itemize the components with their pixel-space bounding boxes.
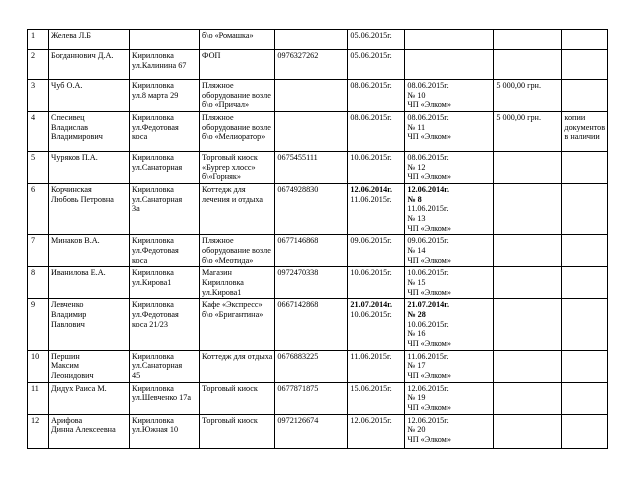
- address-cell-line: Кирилловка: [132, 81, 174, 90]
- address-cell-line: Кирилловка: [132, 415, 174, 425]
- object-cell-line: ул.Кирова1: [202, 287, 242, 297]
- address-cell-line: ул.Федотовая: [132, 246, 179, 256]
- permit-cell: [405, 50, 494, 80]
- name-cell-line: Корчинская: [51, 185, 92, 195]
- object-cell: [200, 112, 275, 152]
- applied-date-cell: [348, 267, 405, 299]
- permit-cell-line: ЧП «Элком»: [407, 255, 451, 265]
- applied-date-cell: [348, 299, 405, 350]
- applied-date-cell-line: 12.06.2015г.: [350, 415, 392, 425]
- note-cell-line: копии: [564, 113, 586, 123]
- permit-cell-line: № 17: [407, 361, 426, 371]
- applied-date-cell: [348, 30, 405, 50]
- amount-cell: [494, 414, 562, 448]
- permit-cell-line: № 28: [407, 310, 426, 320]
- row-number-cell: 2: [28, 50, 49, 80]
- address-cell-line: Кирилловка: [132, 300, 174, 310]
- note-cell: [562, 184, 608, 235]
- name-cell: [49, 350, 130, 382]
- note-cell: [562, 414, 608, 448]
- permit-cell-line: ЧП «Элком»: [407, 403, 451, 413]
- address-cell-line: Кирилловка: [132, 383, 174, 393]
- address-cell-line: ул.Калинина 67: [132, 60, 187, 70]
- permit-cell-line: ЧП «Элком»: [407, 371, 451, 381]
- address-cell: [130, 184, 200, 235]
- address-cell-line: Кирилловка: [132, 113, 174, 123]
- permit-cell-line: 08.06.2015г.: [407, 81, 449, 90]
- address-cell-line: Кирилловка: [132, 351, 174, 361]
- permit-cell-line: 09.06.2015г.: [407, 236, 449, 246]
- permit-cell-line: 12.06.2014г.: [407, 185, 450, 195]
- address-cell: [130, 267, 200, 299]
- permit-cell-line: № 13: [407, 214, 426, 224]
- phone-cell: 0972470338: [275, 267, 348, 299]
- object-cell: [200, 184, 275, 235]
- name-cell-line: Максим: [51, 361, 79, 371]
- amount-cell: [494, 50, 562, 80]
- permit-cell-line: 11.06.2015г.: [407, 351, 449, 361]
- phone-cell: 0675455111: [275, 152, 348, 184]
- permit-cell-line: № 11: [407, 122, 426, 132]
- name-cell-line: Владислав: [51, 122, 88, 132]
- row-number-cell: 1: [28, 30, 49, 50]
- name-cell: [49, 112, 130, 152]
- name-cell-line: Минаков В.А.: [51, 236, 100, 246]
- address-cell: [130, 414, 200, 448]
- address-cell-line: Кирилловка: [132, 236, 174, 246]
- applied-date-cell-line: 05.06.2015г.: [350, 51, 392, 60]
- name-cell: [49, 414, 130, 448]
- name-cell-line: Владимирович: [51, 132, 103, 142]
- name-cell: [49, 382, 130, 414]
- object-cell: [200, 299, 275, 350]
- phone-cell: 0677871875: [275, 382, 348, 414]
- name-cell: [49, 267, 130, 299]
- phone-cell: [275, 30, 348, 50]
- address-cell: [130, 50, 200, 80]
- name-cell-line: Павлович: [51, 319, 85, 329]
- table-row: [28, 80, 608, 112]
- object-cell-line: Коттедж для: [202, 185, 246, 195]
- note-cell: [562, 152, 608, 184]
- applied-date-cell-line: 11.06.2015г.: [350, 194, 392, 204]
- address-cell: [130, 152, 200, 184]
- address-cell: [130, 350, 200, 382]
- object-cell-line: б\о «Ромашка»: [202, 31, 254, 40]
- applied-date-cell-line: 21.07.2014г.: [350, 300, 393, 310]
- permit-cell: [405, 30, 494, 50]
- object-cell: [200, 152, 275, 184]
- row-number-cell: 8: [28, 267, 49, 299]
- object-cell-line: Кафе «Экспресс»: [202, 300, 263, 310]
- permit-cell-line: № 10: [407, 90, 426, 100]
- note-cell: [562, 30, 608, 50]
- permit-cell-line: № 12: [407, 162, 426, 172]
- permit-cell: [405, 299, 494, 350]
- name-cell: [49, 184, 130, 235]
- permit-cell: [405, 80, 494, 112]
- name-cell-line: Дидух Раиса М.: [51, 383, 107, 393]
- permit-cell-line: 11.06.2015г.: [407, 204, 449, 214]
- amount-cell: [494, 267, 562, 299]
- address-cell-line: ул.Шевченко 17а: [132, 393, 191, 403]
- applied-date-cell: [348, 235, 405, 267]
- amount-cell: [494, 184, 562, 235]
- table-row: [28, 235, 608, 267]
- object-cell: [200, 235, 275, 267]
- applied-date-cell: [348, 152, 405, 184]
- object-cell-line: Коттедж для отдыха: [202, 351, 273, 361]
- name-cell-line: Владимир: [51, 310, 87, 320]
- row-number-cell: 12: [28, 414, 49, 448]
- note-cell: [562, 382, 608, 414]
- address-cell-line: коса: [132, 132, 148, 142]
- permit-cell: [405, 382, 494, 414]
- permit-cell: [405, 414, 494, 448]
- address-cell-line: Кирилловка: [132, 51, 174, 60]
- address-cell-line: Кирилловка: [132, 268, 174, 278]
- address-cell-line: Кирилловка: [132, 153, 174, 163]
- name-cell-line: Арифова: [51, 415, 83, 425]
- name-cell: [49, 235, 130, 267]
- applied-date-cell-line: 08.06.2015г.: [350, 81, 392, 90]
- address-cell-line: коса 21/23: [132, 319, 168, 329]
- permit-cell: [405, 184, 494, 235]
- amount-cell: [494, 152, 562, 184]
- address-cell: [130, 235, 200, 267]
- table-row: [28, 350, 608, 382]
- object-cell: [200, 50, 275, 80]
- permit-cell-line: № 16: [407, 329, 426, 339]
- name-cell-line: Леонидович: [51, 371, 94, 381]
- applied-date-cell-line: 09.06.2015г.: [350, 236, 392, 246]
- row-number-cell: 10: [28, 350, 49, 382]
- address-cell: [130, 30, 200, 50]
- applied-date-cell: [348, 184, 405, 235]
- address-cell: [130, 80, 200, 112]
- note-cell: [562, 50, 608, 80]
- address-cell-line: ул.Санаторная: [132, 194, 183, 204]
- permit-cell-line: 12.06.2015г.: [407, 415, 449, 425]
- name-cell: [49, 152, 130, 184]
- permit-cell: [405, 152, 494, 184]
- object-cell: [200, 30, 275, 50]
- object-cell-line: Торговый киоск: [202, 415, 258, 425]
- object-cell: [200, 382, 275, 414]
- object-cell-line: Пляжное: [202, 81, 234, 90]
- object-cell-line: Торговый киоск: [202, 153, 258, 163]
- permit-cell-line: № 8: [407, 194, 422, 204]
- permit-cell-line: № 15: [407, 278, 426, 288]
- note-cell: [562, 299, 608, 350]
- applied-date-cell: [348, 382, 405, 414]
- note-cell: [562, 267, 608, 299]
- phone-cell: 0674928830: [275, 184, 348, 235]
- amount-cell: 5 000,00 грн.: [494, 80, 562, 112]
- amount-cell: [494, 235, 562, 267]
- phone-cell: 0667142868: [275, 299, 348, 350]
- address-cell-line: 3а: [132, 204, 140, 214]
- object-cell: [200, 414, 275, 448]
- name-cell-line: Желева Л.Б: [51, 31, 92, 40]
- permit-cell: [405, 267, 494, 299]
- address-cell: [130, 112, 200, 152]
- object-cell-line: оборудование возле: [202, 90, 271, 100]
- applied-date-cell-line: 08.06.2015г.: [350, 113, 392, 123]
- permit-cell-line: № 20: [407, 425, 426, 435]
- object-cell-line: б\о «Причал»: [202, 100, 250, 110]
- permit-cell: [405, 112, 494, 152]
- row-number-cell: 11: [28, 382, 49, 414]
- permit-cell-line: 12.06.2015г.: [407, 383, 449, 393]
- applied-date-cell: [348, 80, 405, 112]
- note-cell: [562, 112, 608, 152]
- name-cell-line: Левченко: [51, 300, 84, 310]
- applied-date-cell-line: 10.06.2015г.: [350, 268, 392, 278]
- name-cell: [49, 30, 130, 50]
- permit-cell-line: ЧП «Элком»: [407, 435, 451, 445]
- table-body: [28, 30, 608, 449]
- object-cell-line: Кирилловка: [202, 278, 244, 288]
- table-row: [28, 267, 608, 299]
- object-cell: [200, 267, 275, 299]
- phone-cell: [275, 80, 348, 112]
- applied-date-cell-line: 11.06.2015г.: [350, 351, 392, 361]
- name-cell-line: Любовь Петровна: [51, 194, 114, 204]
- object-cell-line: Торговый киоск: [202, 383, 258, 393]
- permit-cell-line: ЧП «Элком»: [407, 172, 451, 182]
- permit-cell-line: ЧП «Элком»: [407, 100, 451, 110]
- address-cell-line: Кирилловка: [132, 185, 174, 195]
- permit-cell-line: ЧП «Элком»: [407, 339, 451, 349]
- object-cell-line: Пляжное: [202, 236, 234, 246]
- address-cell-line: ул.Кирова1: [132, 278, 172, 288]
- applied-date-cell: [348, 414, 405, 448]
- amount-cell: [494, 299, 562, 350]
- name-cell: [49, 80, 130, 112]
- applied-date-cell-line: 05.06.2015г.: [350, 31, 392, 40]
- object-cell-line: б\о «Бригантина»: [202, 310, 264, 320]
- object-cell-line: ФОП: [202, 51, 221, 60]
- row-number-cell: 5: [28, 152, 49, 184]
- object-cell-line: б\о «Мелиоратор»: [202, 132, 266, 142]
- object-cell-line: оборудование возле: [202, 122, 271, 132]
- note-cell: [562, 235, 608, 267]
- records-table: [27, 29, 608, 449]
- note-cell: [562, 350, 608, 382]
- note-cell-line: в наличии: [564, 132, 600, 142]
- permit-cell-line: № 14: [407, 246, 426, 256]
- permit-cell-line: 10.06.2015г.: [407, 319, 449, 329]
- phone-cell: 0976327262: [275, 50, 348, 80]
- phone-cell: 0677146868: [275, 235, 348, 267]
- object-cell-line: оборудование возле: [202, 246, 271, 256]
- permit-cell-line: ЧП «Элком»: [407, 132, 451, 142]
- permit-cell: [405, 235, 494, 267]
- name-cell-line: Спесивец: [51, 113, 85, 123]
- object-cell-line: лечения и отдыха: [202, 194, 264, 204]
- applied-date-cell-line: 15.06.2015г.: [350, 383, 392, 393]
- phone-cell: 0676883225: [275, 350, 348, 382]
- name-cell-line: Чуб О.А.: [51, 81, 83, 90]
- permit-cell-line: 08.06.2015г.: [407, 153, 449, 163]
- phone-cell: [275, 112, 348, 152]
- address-cell-line: 45: [132, 371, 141, 381]
- row-number-cell: 6: [28, 184, 49, 235]
- applied-date-cell-line: 12.06.2014г.: [350, 185, 393, 195]
- table-row: [28, 152, 608, 184]
- amount-cell: [494, 30, 562, 50]
- name-cell-line: Богданнович Д.А.: [51, 51, 114, 60]
- name-cell-line: Динна Алексеевна: [51, 425, 116, 435]
- permit-cell-line: ЧП «Элком»: [407, 287, 451, 297]
- table-row: [28, 184, 608, 235]
- name-cell: [49, 299, 130, 350]
- applied-date-cell-line: 10.06.2015г.: [350, 310, 392, 320]
- note-cell: [562, 80, 608, 112]
- permit-cell-line: 08.06.2015г.: [407, 113, 449, 123]
- object-cell-line: Магазин: [202, 268, 232, 278]
- table-row: [28, 414, 608, 448]
- row-number-cell: 7: [28, 235, 49, 267]
- address-cell-line: ул.Санаторная: [132, 162, 183, 172]
- permit-cell-line: 10.06.2015г.: [407, 268, 449, 278]
- name-cell-line: Чуряков П.А.: [51, 153, 98, 163]
- object-cell-line: «Бургер хлосс»: [202, 162, 256, 172]
- name-cell: [49, 50, 130, 80]
- object-cell: [200, 80, 275, 112]
- address-cell: [130, 382, 200, 414]
- applied-date-cell: [348, 112, 405, 152]
- object-cell: [200, 350, 275, 382]
- address-cell-line: ул.8 марта 29: [132, 90, 179, 100]
- permit-cell-line: № 19: [407, 393, 426, 403]
- permit-cell-line: 21.07.2014г.: [407, 300, 450, 310]
- permit-cell: [405, 350, 494, 382]
- object-cell-line: б\о «Меотида»: [202, 255, 254, 265]
- applied-date-cell-line: 10.06.2015г.: [350, 153, 392, 163]
- amount-cell: 5 000,00 грн.: [494, 112, 562, 152]
- address-cell-line: ул.Федотовая: [132, 122, 179, 132]
- name-cell-line: Першин: [51, 351, 80, 361]
- row-number-cell: 4: [28, 112, 49, 152]
- table-row: [28, 50, 608, 80]
- address-cell-line: коса: [132, 255, 148, 265]
- amount-cell: [494, 382, 562, 414]
- address-cell-line: ул.Санаторная: [132, 361, 183, 371]
- table-row: [28, 30, 608, 50]
- address-cell: [130, 299, 200, 350]
- row-number-cell: 3: [28, 80, 49, 112]
- object-cell-line: Пляжное: [202, 113, 234, 123]
- row-number-cell: 9: [28, 299, 49, 350]
- address-cell-line: ул.Южная 10: [132, 425, 179, 435]
- table-row: [28, 382, 608, 414]
- permit-cell-line: ЧП «Элком»: [407, 223, 451, 233]
- table-row: [28, 299, 608, 350]
- name-cell-line: Иванилова Е.А.: [51, 268, 106, 278]
- note-cell-line: документов: [564, 122, 606, 132]
- table-row: [28, 112, 608, 152]
- address-cell-line: ул.Федотовая: [132, 310, 179, 320]
- phone-cell: 0972126674: [275, 414, 348, 448]
- object-cell-line: б\«Горняк»: [202, 172, 241, 182]
- applied-date-cell: [348, 350, 405, 382]
- amount-cell: [494, 350, 562, 382]
- applied-date-cell: [348, 50, 405, 80]
